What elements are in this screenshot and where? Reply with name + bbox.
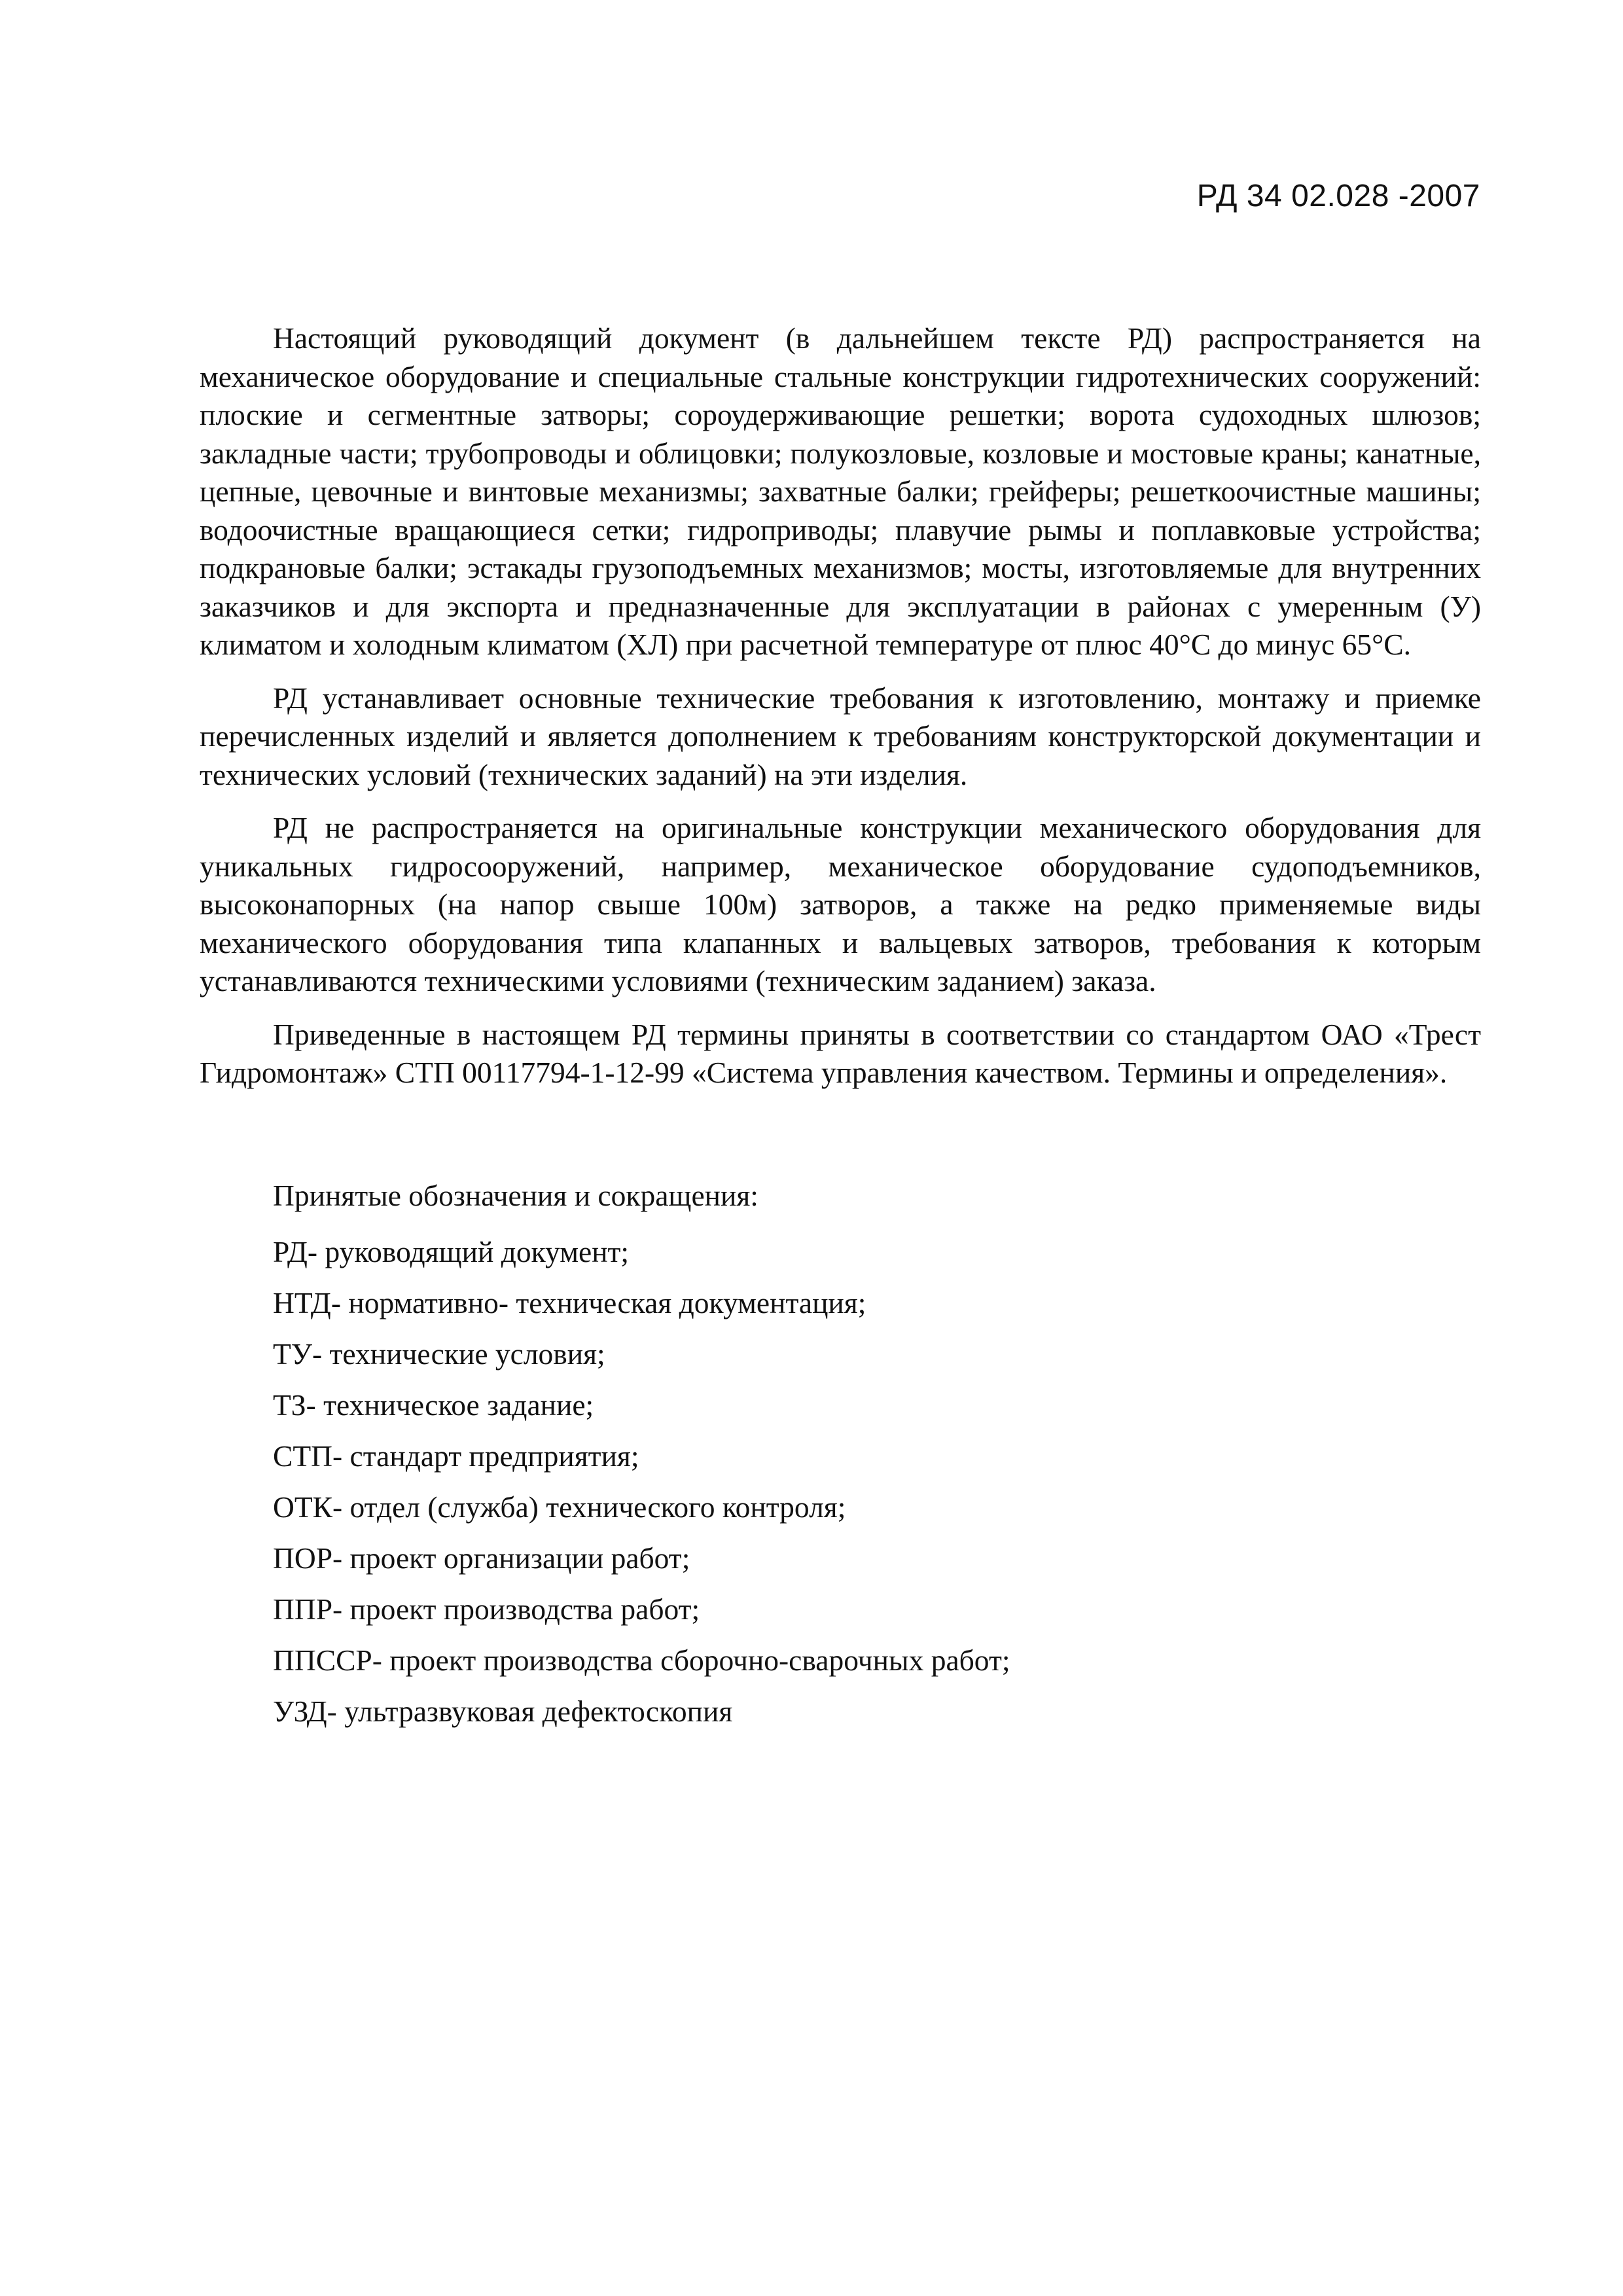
list-item: ППССР- проект производства сборочно-сварочных работ; [273, 1643, 1010, 1677]
paragraph-requirements: РД устанавливает основные технические требования к изготовлению, монтажу и приемке перечисленных изделий и является дополнением к требованиям конструкторской документации и технических условий (технических заданий) на эти изделия. [200, 681, 1481, 791]
abbreviations-section [273, 1177, 1451, 1744]
list-item: РД- руководящий документ; [273, 1235, 630, 1268]
list-item: УЗД- ультразвуковая дефектоскопия [273, 1695, 733, 1728]
list-item: СТП- стандарт предприятия; [273, 1439, 639, 1473]
abbreviations-title: Принятые обозначения и сокращения: [273, 1179, 758, 1212]
list-item: ОТК- отдел (служба) технического контроля; [273, 1490, 846, 1524]
list-item: ППР- проект производства работ; [273, 1592, 700, 1626]
list-item: ТУ- технические условия; [273, 1337, 605, 1371]
abbreviations-list [273, 1233, 1451, 1731]
paragraph-scope: Настоящий руководящий документ (в дальнейшем тексте РД) распространяется на механическое оборудование и специальные стальные конструкции гидротехнических сооружений: плоские и сегментные затворы; сороудерживающие решетки; ворота судоходных шлюзов; закладные части; трубопроводы и облицовки; полукозловые, козловые и мостовые краны; канатные, цепные, цевочные и винтовые механизмы; захватные балки; грейферы; решеткоочистные машины; водоочистные вращающиеся сетки; гидроприводы; плавучие рымы и поплавковые устройства; подкрановые балки; эстакады грузоподъемных механизмов; мосты, изготовляемые для внутренних заказчиков и для экспорта и предназначенные для эксплуатации в районах с умеренным (У) климатом и холодным климатом (ХЛ) при расчетной температуре от плюс 40°С до минус 65°С. [200, 321, 1481, 661]
list-item: НТД- нормативно- техническая документация; [273, 1286, 866, 1319]
list-item: ТЗ- техническое задание; [273, 1388, 594, 1422]
list-item: ПОР- проект организации работ; [273, 1541, 690, 1575]
paragraph-exclusions: РД не распространяется на оригинальные конструкции механического оборудования для уникальных гидросооружений, например, механическое оборудование судоподъемников, высоконапорных (на напор свыше 100м) затворов, а также на редко применяемые виды механического оборудования типа клапанных и вальцевых затворов, требования к которым устанавливаются техническими условиями (техническим заданием) заказа. [200, 811, 1481, 997]
document-body [200, 319, 1481, 1107]
paragraph-terms: Приведенные в настоящем РД термины приняты в соответствии со стандартом ОАО «Трест Гидромонтаж» СТП 00117794-1-12-99 «Система управления качеством. Термины и определения». [200, 1017, 1481, 1089]
document-code: РД 34 02.028 -2007 [1196, 179, 1480, 213]
